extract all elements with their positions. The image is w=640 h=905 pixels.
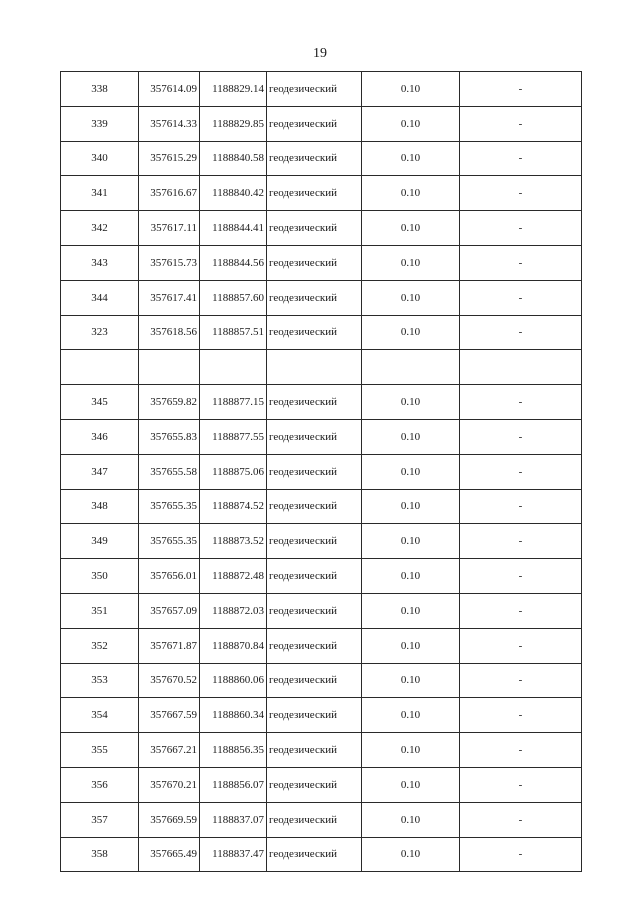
note-cell: - — [460, 106, 582, 141]
coordinate-y-cell: 1188829.14 — [200, 72, 267, 107]
coordinate-x-cell: 357656.01 — [139, 559, 200, 594]
point-number-cell: 349 — [61, 524, 139, 559]
note-cell: - — [460, 663, 582, 698]
table-row — [61, 419, 582, 454]
accuracy-cell: 0.10 — [362, 106, 460, 141]
coordinate-y-cell: 1188844.41 — [200, 211, 267, 246]
method-cell: геодезический — [267, 524, 362, 559]
accuracy-cell: 0.10 — [362, 72, 460, 107]
accuracy-cell: 0.10 — [362, 698, 460, 733]
coordinate-x-cell: 357665.49 — [139, 837, 200, 872]
point-number-cell: 340 — [61, 141, 139, 176]
point-number-cell: 344 — [61, 280, 139, 315]
coordinate-y-cell: 1188872.48 — [200, 559, 267, 594]
accuracy-cell — [362, 350, 460, 385]
coordinate-x-cell: 357655.83 — [139, 419, 200, 454]
accuracy-cell: 0.10 — [362, 245, 460, 280]
coordinate-y-cell: 1188872.03 — [200, 593, 267, 628]
method-cell: геодезический — [267, 698, 362, 733]
coordinate-x-cell: 357667.21 — [139, 733, 200, 768]
table-row — [61, 106, 582, 141]
point-number-cell: 346 — [61, 419, 139, 454]
coordinate-y-cell: 1188856.07 — [200, 767, 267, 802]
note-cell: - — [460, 489, 582, 524]
method-cell: геодезический — [267, 385, 362, 420]
method-cell: геодезический — [267, 280, 362, 315]
accuracy-cell: 0.10 — [362, 176, 460, 211]
accuracy-cell: 0.10 — [362, 837, 460, 872]
coordinate-y-cell: 1188844.56 — [200, 245, 267, 280]
accuracy-cell: 0.10 — [362, 141, 460, 176]
method-cell: геодезический — [267, 663, 362, 698]
accuracy-cell: 0.10 — [362, 419, 460, 454]
note-cell: - — [460, 698, 582, 733]
accuracy-cell: 0.10 — [362, 385, 460, 420]
accuracy-cell: 0.10 — [362, 524, 460, 559]
coordinate-y-cell: 1188857.60 — [200, 280, 267, 315]
note-cell: - — [460, 524, 582, 559]
table-row — [61, 837, 582, 872]
point-number-cell: 338 — [61, 72, 139, 107]
coordinates-table — [60, 71, 582, 872]
accuracy-cell: 0.10 — [362, 489, 460, 524]
point-number-cell: 354 — [61, 698, 139, 733]
table-row — [61, 733, 582, 768]
note-cell: - — [460, 802, 582, 837]
method-cell: геодезический — [267, 628, 362, 663]
point-number-cell — [61, 350, 139, 385]
coordinate-y-cell: 1188840.42 — [200, 176, 267, 211]
point-number-cell: 351 — [61, 593, 139, 628]
coordinate-x-cell: 357657.09 — [139, 593, 200, 628]
note-cell: - — [460, 211, 582, 246]
coordinate-x-cell: 357618.56 — [139, 315, 200, 350]
note-cell: - — [460, 837, 582, 872]
coordinate-y-cell: 1188875.06 — [200, 454, 267, 489]
coordinate-y-cell: 1188837.47 — [200, 837, 267, 872]
coordinate-y-cell: 1188856.35 — [200, 733, 267, 768]
note-cell: - — [460, 141, 582, 176]
coordinate-x-cell: 357616.67 — [139, 176, 200, 211]
method-cell: геодезический — [267, 245, 362, 280]
coordinate-x-cell: 357667.59 — [139, 698, 200, 733]
coordinate-x-cell: 357655.58 — [139, 454, 200, 489]
point-number-cell: 348 — [61, 489, 139, 524]
method-cell: геодезический — [267, 802, 362, 837]
accuracy-cell: 0.10 — [362, 593, 460, 628]
method-cell: геодезический — [267, 489, 362, 524]
table-row — [61, 628, 582, 663]
coordinate-y-cell: 1188877.55 — [200, 419, 267, 454]
coordinate-x-cell: 357655.35 — [139, 524, 200, 559]
table-row — [61, 454, 582, 489]
method-cell: геодезический — [267, 72, 362, 107]
method-cell: геодезический — [267, 767, 362, 802]
coordinate-y-cell: 1188837.07 — [200, 802, 267, 837]
coordinate-y-cell: 1188877.15 — [200, 385, 267, 420]
table-row — [61, 141, 582, 176]
table-row — [61, 698, 582, 733]
table-row — [61, 767, 582, 802]
coordinate-x-cell: 357615.73 — [139, 245, 200, 280]
method-cell — [267, 350, 362, 385]
point-number-cell: 323 — [61, 315, 139, 350]
note-cell — [460, 350, 582, 385]
point-number-cell: 341 — [61, 176, 139, 211]
coordinate-x-cell: 357655.35 — [139, 489, 200, 524]
coordinate-x-cell: 357615.29 — [139, 141, 200, 176]
accuracy-cell: 0.10 — [362, 454, 460, 489]
note-cell: - — [460, 315, 582, 350]
method-cell: геодезический — [267, 837, 362, 872]
note-cell: - — [460, 767, 582, 802]
accuracy-cell: 0.10 — [362, 733, 460, 768]
point-number-cell: 350 — [61, 559, 139, 594]
accuracy-cell: 0.10 — [362, 628, 460, 663]
point-number-cell: 339 — [61, 106, 139, 141]
coordinates-table-body — [61, 72, 582, 872]
note-cell: - — [460, 733, 582, 768]
method-cell: геодезический — [267, 559, 362, 594]
coordinate-y-cell: 1188860.06 — [200, 663, 267, 698]
method-cell: геодезический — [267, 733, 362, 768]
accuracy-cell: 0.10 — [362, 315, 460, 350]
table-row — [61, 802, 582, 837]
coordinate-x-cell: 357671.87 — [139, 628, 200, 663]
method-cell: геодезический — [267, 454, 362, 489]
coordinate-y-cell — [200, 350, 267, 385]
accuracy-cell: 0.10 — [362, 663, 460, 698]
coordinate-y-cell: 1188874.52 — [200, 489, 267, 524]
point-number-cell: 347 — [61, 454, 139, 489]
coordinate-x-cell: 357617.41 — [139, 280, 200, 315]
note-cell: - — [460, 419, 582, 454]
method-cell: геодезический — [267, 141, 362, 176]
coordinate-x-cell: 357670.52 — [139, 663, 200, 698]
method-cell: геодезический — [267, 419, 362, 454]
method-cell: геодезический — [267, 211, 362, 246]
coordinate-y-cell: 1188829.85 — [200, 106, 267, 141]
accuracy-cell: 0.10 — [362, 802, 460, 837]
accuracy-cell: 0.10 — [362, 767, 460, 802]
point-number-cell: 357 — [61, 802, 139, 837]
point-number-cell: 356 — [61, 767, 139, 802]
accuracy-cell: 0.10 — [362, 280, 460, 315]
coordinate-y-cell: 1188857.51 — [200, 315, 267, 350]
point-number-cell: 355 — [61, 733, 139, 768]
note-cell: - — [460, 176, 582, 211]
note-cell: - — [460, 72, 582, 107]
table-row — [61, 489, 582, 524]
point-number-cell: 342 — [61, 211, 139, 246]
note-cell: - — [460, 385, 582, 420]
note-cell: - — [460, 593, 582, 628]
note-cell: - — [460, 454, 582, 489]
method-cell: геодезический — [267, 176, 362, 211]
point-number-cell: 345 — [61, 385, 139, 420]
table-row — [61, 280, 582, 315]
coordinate-x-cell — [139, 350, 200, 385]
table-row — [61, 559, 582, 594]
table-row — [61, 350, 582, 385]
note-cell: - — [460, 280, 582, 315]
point-number-cell: 343 — [61, 245, 139, 280]
coordinate-y-cell: 1188873.52 — [200, 524, 267, 559]
coordinate-y-cell: 1188840.58 — [200, 141, 267, 176]
coordinate-x-cell: 357659.82 — [139, 385, 200, 420]
note-cell: - — [460, 559, 582, 594]
coordinate-x-cell: 357617.11 — [139, 211, 200, 246]
coordinate-x-cell: 357669.59 — [139, 802, 200, 837]
coordinate-y-cell: 1188860.34 — [200, 698, 267, 733]
note-cell: - — [460, 628, 582, 663]
page-number: 19 — [313, 46, 327, 61]
accuracy-cell: 0.10 — [362, 211, 460, 246]
table-row — [61, 245, 582, 280]
table-row — [61, 72, 582, 107]
table-row — [61, 385, 582, 420]
coordinate-x-cell: 357614.09 — [139, 72, 200, 107]
point-number-cell: 352 — [61, 628, 139, 663]
method-cell: геодезический — [267, 315, 362, 350]
note-cell: - — [460, 245, 582, 280]
table-row — [61, 176, 582, 211]
coordinate-x-cell: 357614.33 — [139, 106, 200, 141]
coordinate-y-cell: 1188870.84 — [200, 628, 267, 663]
table-row — [61, 593, 582, 628]
accuracy-cell: 0.10 — [362, 559, 460, 594]
table-row — [61, 524, 582, 559]
point-number-cell: 353 — [61, 663, 139, 698]
coordinate-x-cell: 357670.21 — [139, 767, 200, 802]
method-cell: геодезический — [267, 106, 362, 141]
table-row — [61, 315, 582, 350]
point-number-cell: 358 — [61, 837, 139, 872]
table-row — [61, 211, 582, 246]
method-cell: геодезический — [267, 593, 362, 628]
table-row — [61, 663, 582, 698]
